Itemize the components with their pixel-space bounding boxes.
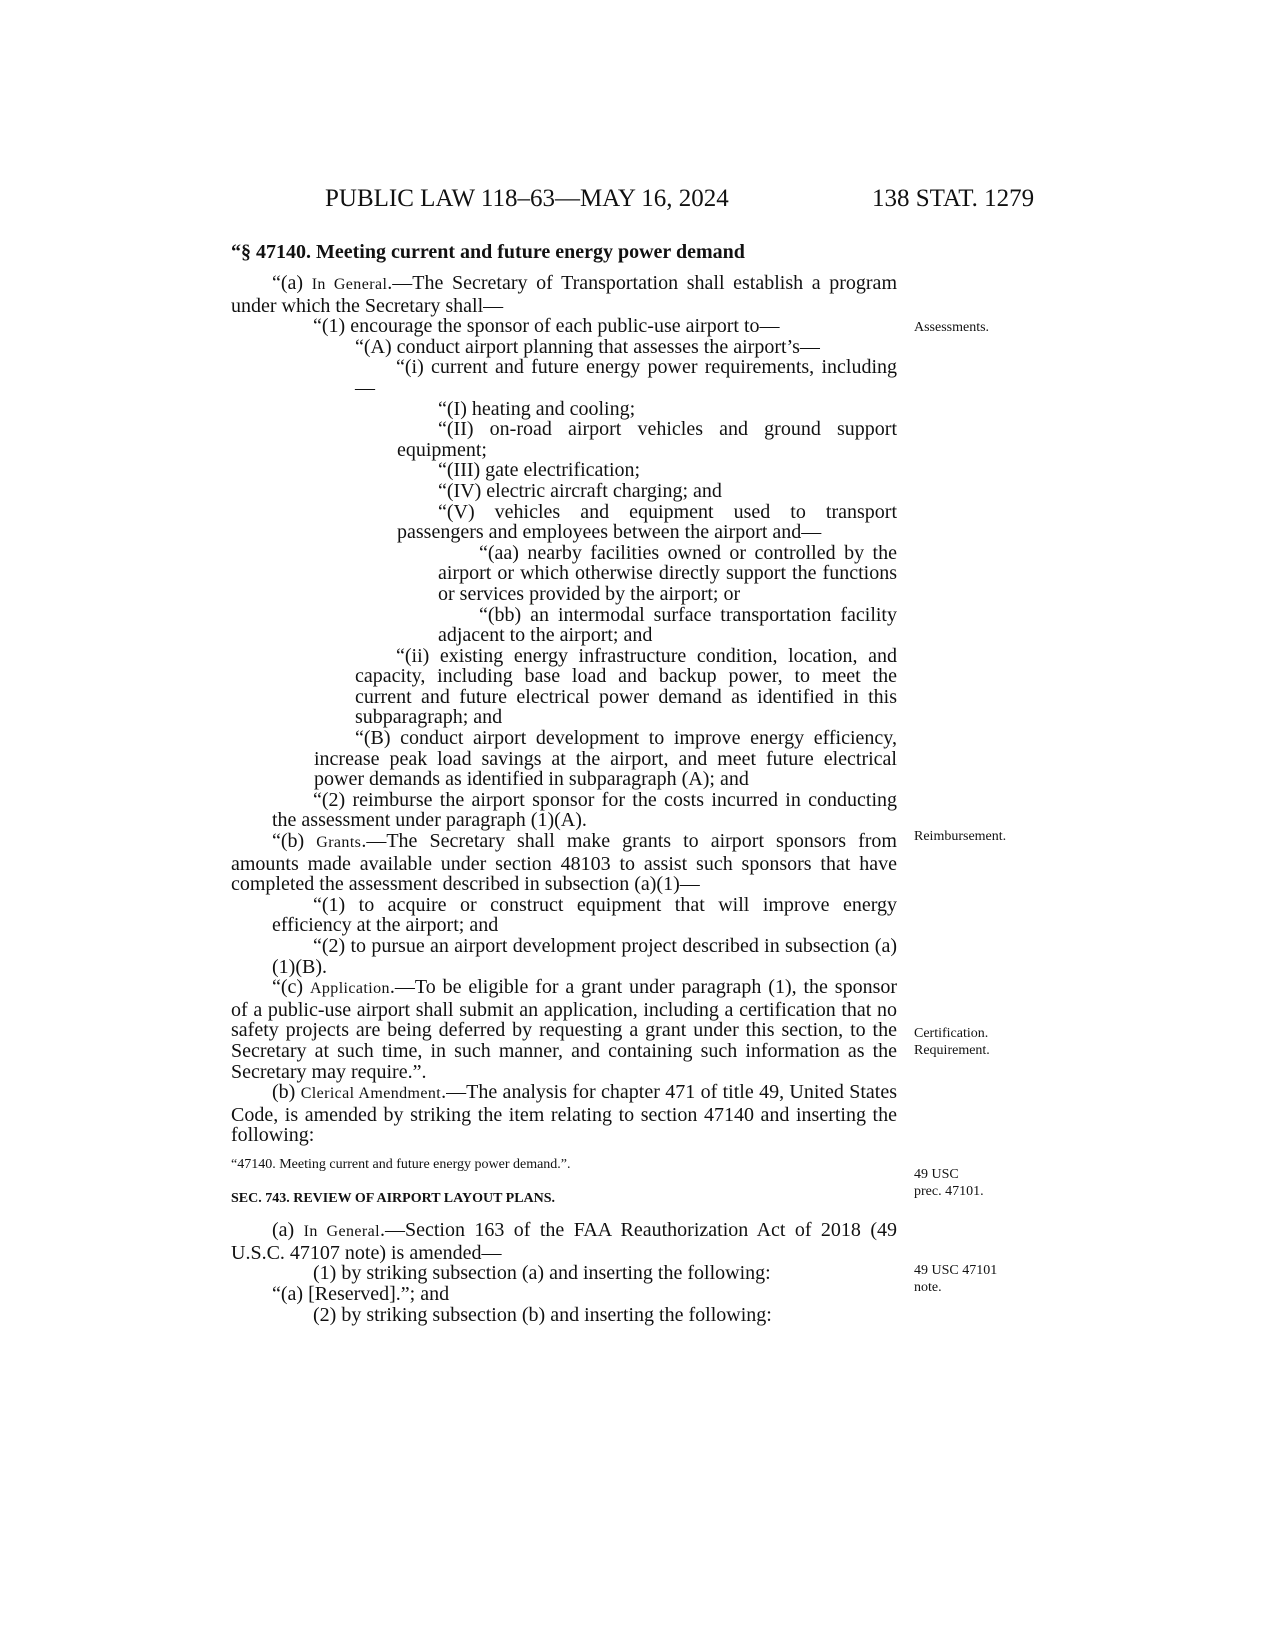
section-heading: “§ 47140. Meeting current and future energy power demand [231, 241, 745, 263]
subsection-a-heading: In General [311, 276, 388, 293]
margin-note-requirement: Requirement. [914, 1043, 990, 1058]
margin-note-usc-citation: 49 USC [914, 1167, 959, 1182]
subparagraph-A: “(A) conduct airport planning that assesses the airport’s— [355, 335, 820, 358]
subclause-II: “(II) on-road airport vehicles and ground support equipment; [397, 418, 897, 461]
document-body [231, 273, 897, 1325]
paragraph-b1: “(1) to acquire or construct equipment that will improve energy efficiency at the airport; and [272, 893, 897, 937]
subclause-I: “(I) heating and cooling; [438, 397, 636, 420]
margin-note-assessments: Assessments. [914, 320, 990, 335]
clause-ii: “(ii) existing energy infrastructure condition, location, and capacity, including base load and backup power, to meet the current and future electrical power demand as identified in this subparagraph; and [355, 644, 897, 729]
clause-i: “(i) current and future energy power requirements, including— [355, 356, 897, 399]
section-743-paragraph-1: (1) by striking subsection (a) and inserting the following: [313, 1262, 771, 1285]
margin-note-reimbursement: Reimbursement. [914, 829, 1007, 844]
reserved-subsection: “(a) [Reserved].”; and [272, 1282, 450, 1305]
running-header-title: PUBLIC LAW 118–63—MAY 16, 2024 [325, 185, 729, 212]
subparagraph-B: “(B) conduct airport development to improve energy efficiency, increase peak load savings at the airport, and meet future electrical power demands as identified in subparagraph (A); and [314, 727, 897, 791]
item-aa: “(aa) nearby facilities owned or controlled by the airport or which otherwise directly support the functions or services provided by the airport; or [438, 541, 897, 605]
paragraph-a1: “(1) encourage the sponsor of each public-use airport to— [313, 315, 780, 338]
item-bb: “(bb) an intermodal surface transportation facility adjacent to the airport; and [438, 603, 897, 647]
section-743-subsection-a: (a) In General.—Section 163 of the FAA Reauthorization Act of 2018 (49 U.S.C. 47107 note) is amended— [231, 1219, 897, 1264]
margin-note-certification: Certification. [914, 1026, 989, 1041]
subclause-III: “(III) gate electrification; [438, 459, 641, 482]
table-of-contents-item: “47140. Meeting current and future energy power demand.”. [231, 1156, 571, 1172]
subsection-b: “(b) Grants.—The Secretary shall make grants to airport sponsors from amounts made available under section 48103 to assist such sponsors that have completed the assessment described in subsection (a)(1)— [231, 830, 897, 896]
margin-note-usc-note-line2: note. [914, 1280, 942, 1295]
section-743-paragraph-2: (2) by striking subsection (b) and inserting the following: [313, 1303, 772, 1326]
subsection-a: “(a) In General.—The Secretary of Transportation shall establish a program under which the Secretary shall— [231, 272, 897, 317]
section-743-subsection-a-heading: In General [303, 1223, 380, 1241]
subsection-c: “(c) Application.—To be eligible for a grant under paragraph (1), the sponsor of a public-use airport shall submit an application, including a certification that no safety projects are being deferred by requesting a grant under this section, to the Secretary at such time, in such manner, and containing such information as the Secretary may require.”. [231, 976, 898, 1083]
subclause-V: “(V) vehicles and equipment used to transport passengers and employees between the airport and— [397, 500, 897, 544]
subsection-b-heading: Grants [316, 834, 362, 852]
paragraph-a2: “(2) reimburse the airport sponsor for the costs incurred in conducting the assessment under paragraph (1)(A). [272, 788, 897, 832]
margin-note-usc-citation-line2: prec. 47101. [914, 1184, 984, 1199]
paragraph-b2: “(2) to pursue an airport development project described in subsection (a)(1)(B). [272, 935, 897, 978]
subsection-c-heading: Application [309, 980, 390, 998]
margin-note-usc-note: 49 USC 47101 [914, 1263, 998, 1278]
clerical-amendment: (b) Clerical Amendment.—The analysis for chapter 471 of title 49, United States Code, is amended by striking the item relating to section 47140 and inserting the following: [231, 1081, 897, 1147]
page-number: 138 STAT. 1279 [872, 185, 1035, 212]
section-743-heading: SEC. 743. REVIEW OF AIRPORT LAYOUT PLANS. [231, 1190, 556, 1206]
clerical-amendment-heading: Clerical Amendment [300, 1085, 442, 1103]
subclause-IV: “(IV) electric aircraft charging; and [438, 479, 722, 502]
